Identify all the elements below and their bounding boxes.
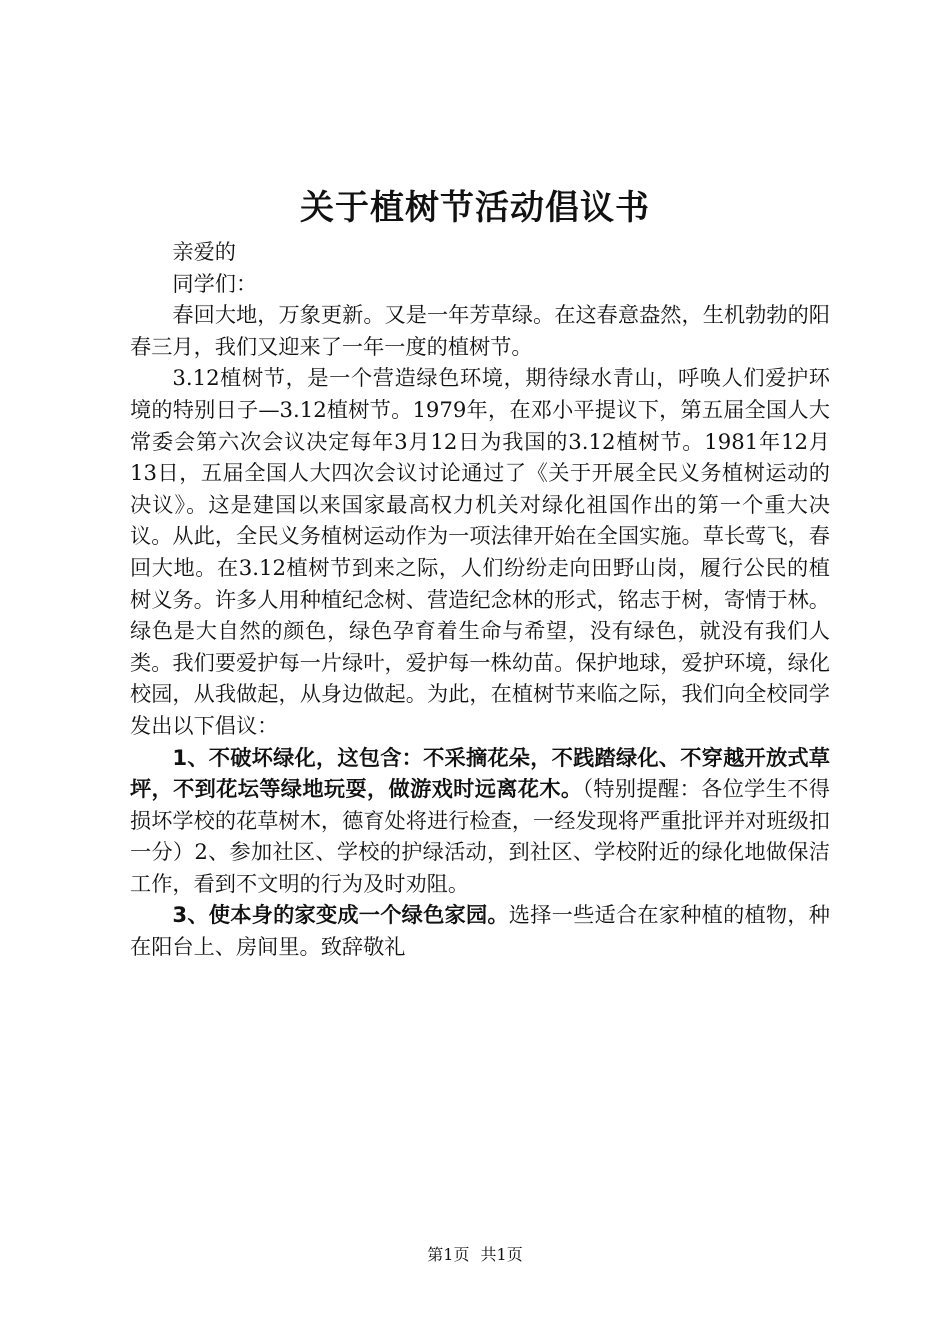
proposal-item-3-text: 选择一些适合在家种植的植物，种在阳台上、房间里。致辞敬礼 bbox=[130, 902, 830, 960]
body-paragraph: 3.12植树节，是一个营造绿色环境，期待绿水青山，呼唤人们爱护环境的特别日子—3.12植树节。1979年，在邓小平提议下，第五届全国人大常委会第六次会议决定每年3月12日为我国的3.12植树节。1981年12月13日，五届全国人大四次会议讨论通过了《关于开展全民义务植树运动的决议》。这是建国以来国家最高权力机关对绿化祖国作出的第一个重大决议。从此，全民义务植树运动作为一项法律开始在全国实施。草长莺飞，春回大地。在3.12植树节到来之际，人们纷纷走向田野山岗，履行公民的植树义务。许多人用种植纪念树、营造纪念林的形式，铭志于树，寄情于林。绿色是大自然的颜色，绿色孕育着生命与希望，没有绿色，就没有我们人类。我们要爱护每一片绿叶，爱护每一株幼苗。保护地球，爱护环境，绿化校园，从我做起，从身边做起。为此，在植树节来临之际，我们向全校同学发出以下倡议： bbox=[130, 365, 830, 738]
body-paragraph: 春回大地，万象更新。又是一年芳草绿。在这春意盎然，生机勃勃的阳春三月，我们又迎来了一年一度的植树节。 bbox=[130, 302, 830, 359]
document-title: 关于植树节活动倡议书 bbox=[300, 188, 650, 228]
page-footer bbox=[0, 1244, 950, 1266]
page-number: 第1页 bbox=[427, 1245, 470, 1264]
greeting-line: 同学们： bbox=[172, 270, 258, 296]
proposal-item-1-text: （特别提醒：各位学生不得损坏学校的花草树木，德育处将进行检查，一经发现将严重批评并对班级扣一分）2、参加社区、学校的护绿活动，到社区、学校附近的绿化地做保洁工作，看到不文明的行为及时劝阻。 bbox=[130, 776, 830, 896]
proposal-item-1 bbox=[130, 742, 830, 900]
proposal-item-1-heading: 1、不破坏绿化，这包含：不采摘花朵，不践踏绿化、不穿越开放式草坪，不到花坛等绿地玩耍，做游戏时远离花木。 bbox=[130, 744, 830, 802]
page-total: 共1页 bbox=[480, 1245, 523, 1264]
document-body bbox=[130, 236, 830, 963]
proposal-item-3-heading: 3、使本身的家变成一个绿色家园。 bbox=[172, 902, 509, 928]
proposal-item-3 bbox=[130, 899, 830, 962]
greeting-line: 亲爱的 bbox=[172, 239, 236, 264]
